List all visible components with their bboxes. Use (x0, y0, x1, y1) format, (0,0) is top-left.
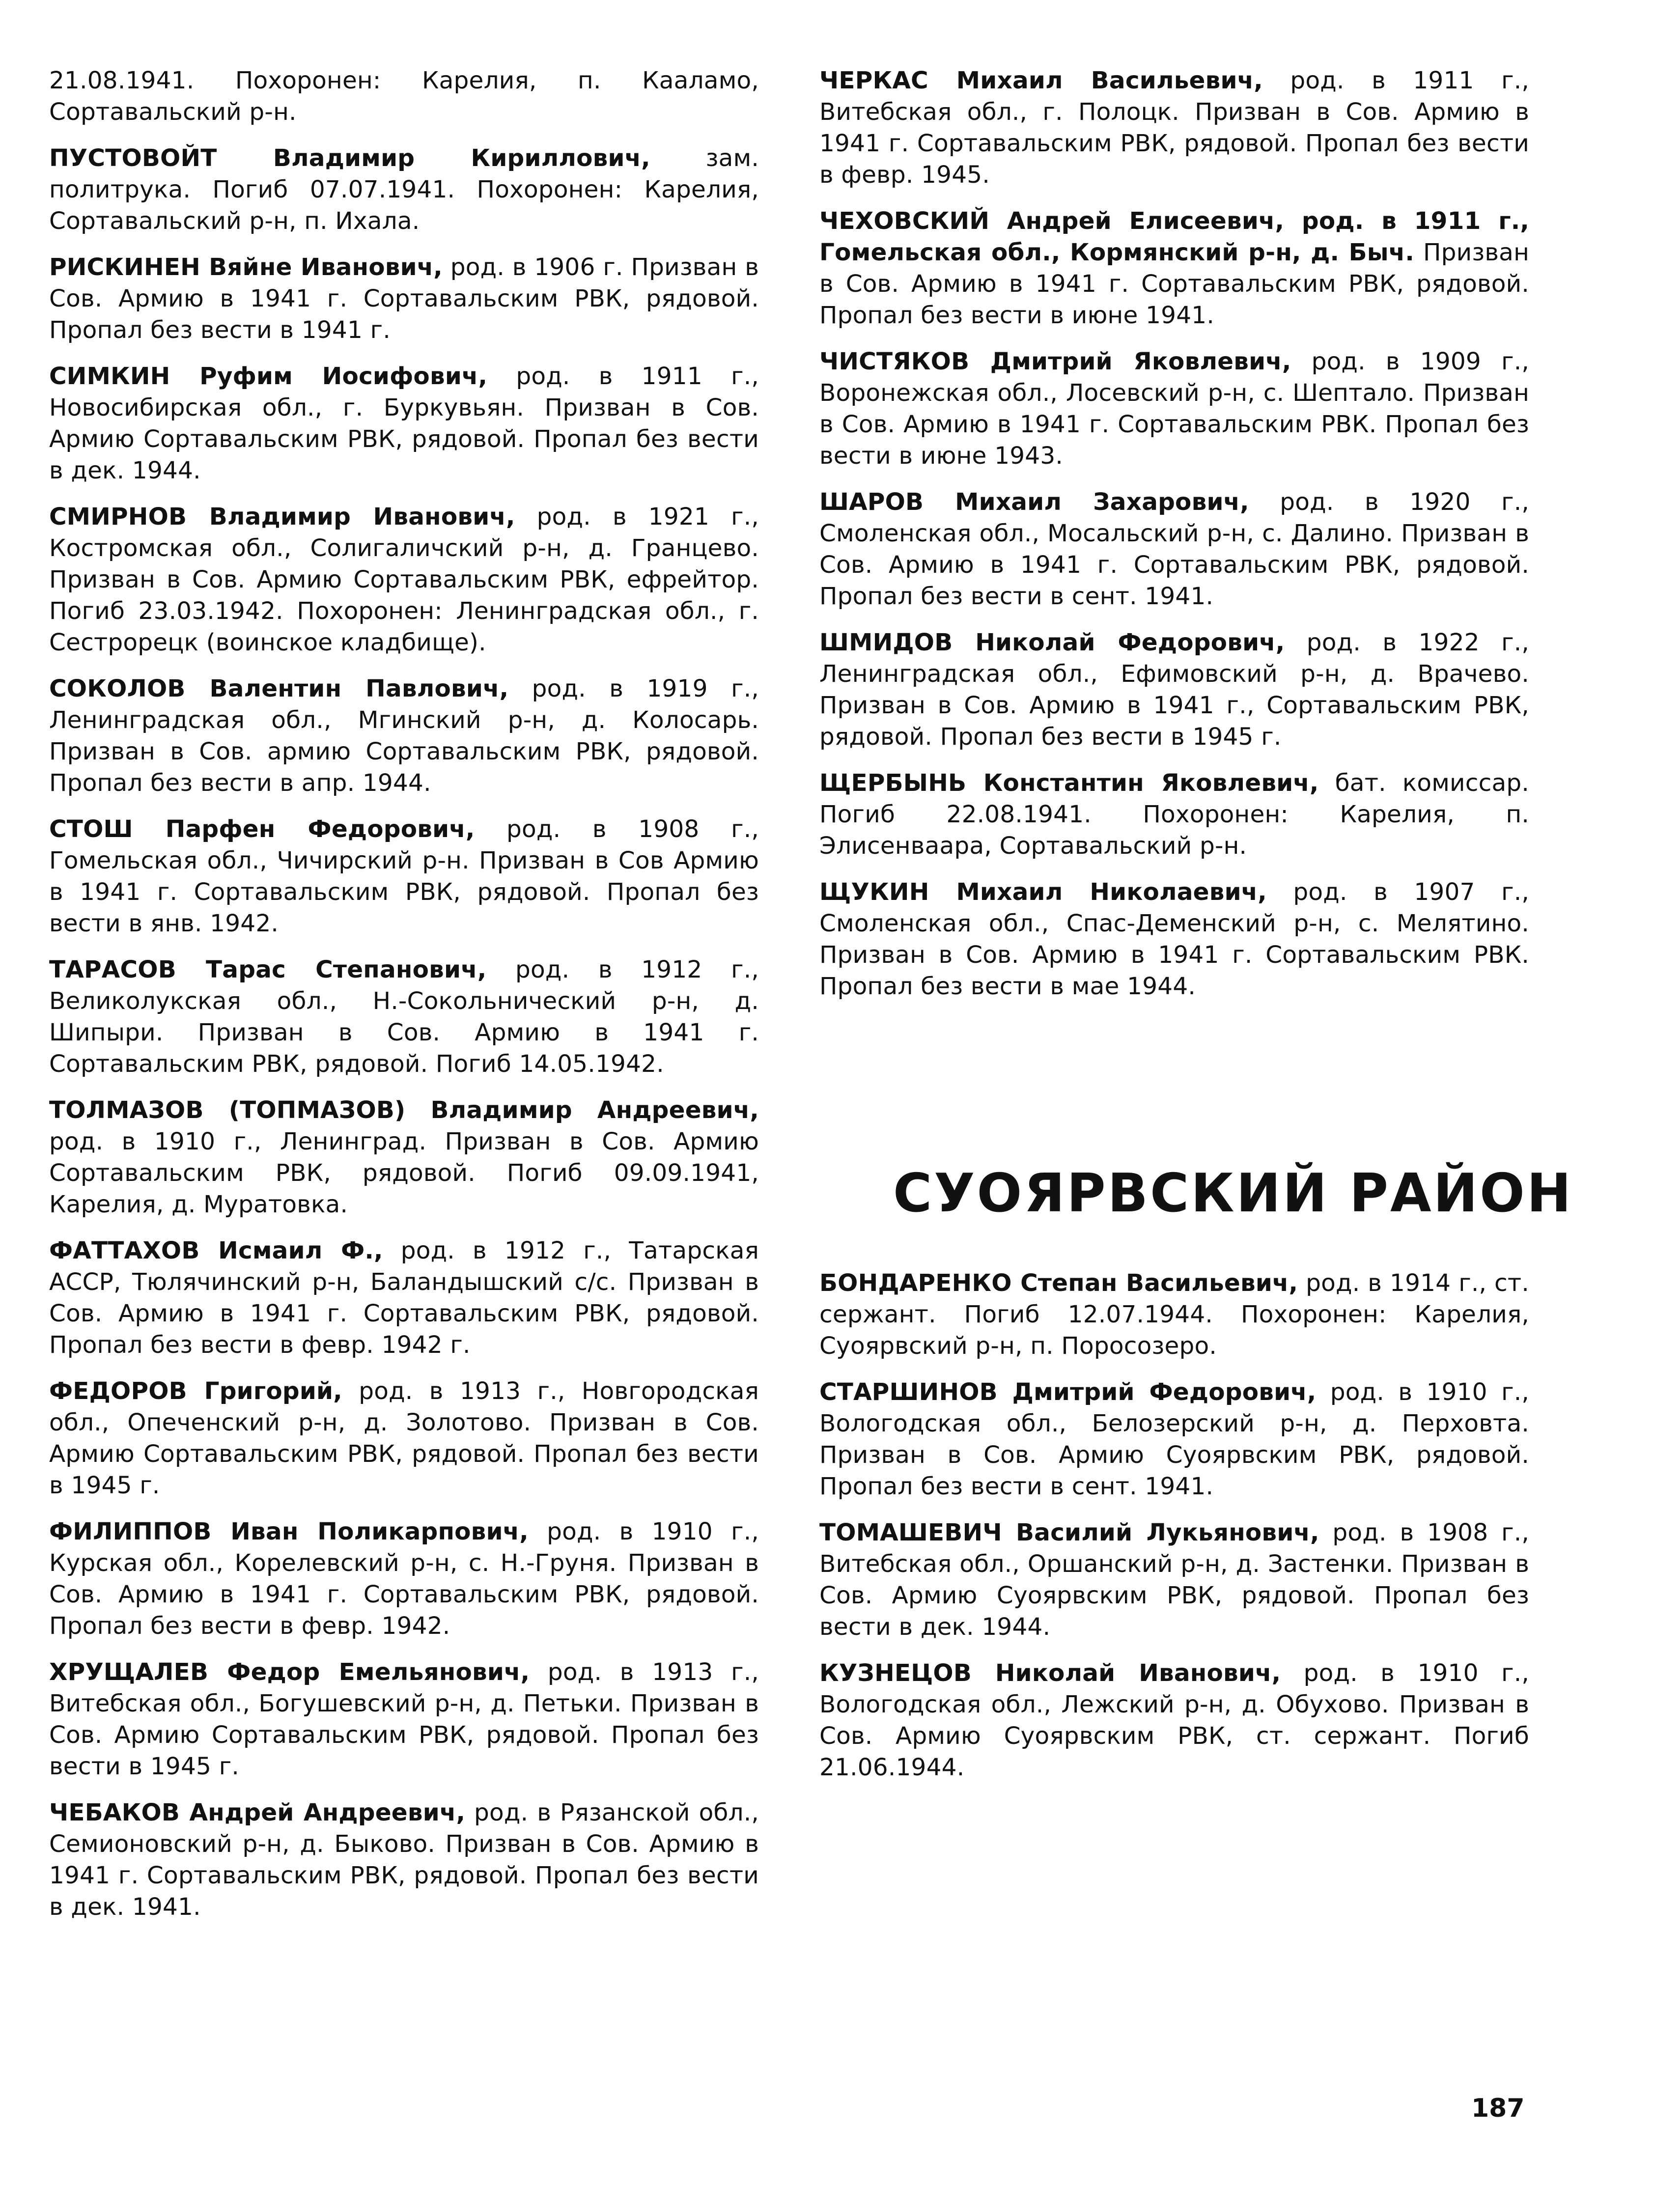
memorial-entry (49, 1516, 759, 1642)
memorial-entry (819, 1657, 1529, 1783)
person-details: род. в 1908 г., Витебская обл., Оршанский р-н, д. Застенки. Призван в Сов. Армию Суоярвским РВК, рядовой. Пропал без вести в дек. 1944. (819, 1519, 1529, 1641)
right-column-entries (819, 65, 1529, 1002)
person-details: род. в 1906 г. Призван в Сов. Армию в 1941 г. Сортавальским РВК, рядовой. Пропал без вести в 1941 г. (49, 253, 759, 344)
person-name: ЩЕРБЫНЬ Константин Яковлевич, (819, 769, 1319, 797)
person-details: род. в 1913 г., Витебская обл., Богушевский р-н, д. Петьки. Призван в Сов. Армию Сортавальским РВК, рядовой. Пропал без вести в 1945 г. (49, 1658, 759, 1780)
memorial-entry (819, 346, 1529, 472)
person-name: КУЗНЕЦОВ Николай Иванович, (819, 1659, 1281, 1687)
person-details: род. в 1911 г., Новосибирская обл., г. Буркувьян. Призван в Сов. Армию Сортавальским РВК, рядовой. Пропал без вести в дек. 1944. (49, 363, 759, 484)
person-details: род. в 1913 г., Новгородская обл., Опеченский р-н, д. Золотово. Призван в Сов. Армию Сортавальским РВК, рядовой. Пропал без вести в 1945 г. (49, 1377, 759, 1499)
person-details: род. в 1910 г., Вологодская обл., Белозерский р-н, д. Перховта. Призван в Сов. Армию Суоярвским РВК, рядовой. Пропал без вести в сент. 1941. (819, 1378, 1529, 1500)
person-details: род. в 1912 г., Татарская АССР, Тюлячинский р-н, Баландышский с/с. Призван в Сов. Армию в 1941 г. Сортавальским РВК, рядовой. Пропал без вести в февр. 1942 г. (49, 1237, 759, 1359)
person-name: ЧИСТЯКОВ Дмитрий Яковлевич, (819, 348, 1291, 375)
person-name: ХРУЩАЛЕВ Федор Емельянович, (49, 1658, 530, 1686)
person-name: ЧЕРКАС Михаил Васильевич, (819, 67, 1263, 94)
memorial-entry (819, 627, 1529, 753)
person-name: СОКОЛОВ Валентин Павлович, (49, 675, 509, 702)
memorial-entry (49, 1375, 759, 1501)
person-details: род. в 1919 г., Ленинградская обл., Мгинский р-н, д. Колосарь. Призван в Сов. армию Сортавальским РВК, рядовой. Пропал без вести в апр. 1944. (49, 675, 759, 797)
person-name: ЧЕХОВСКИЙ Андрей Елисеевич, род. в 1911 г., Гомельская обл., Кормянский р-н, д. Быч. (819, 207, 1529, 266)
person-name: ЩУКИН Михаил Николаевич, (819, 878, 1267, 906)
person-details: род. в 1909 г., Воронежская обл., Лосевский р-н, с. Шептало. Призван в Сов. Армию в 1941 г. Сортавальским РВК. Пропал без вести в июне 1943. (819, 348, 1529, 470)
section-title: СУОЯРВСКИЙ РАЙОН (893, 1163, 1573, 1224)
memorial-entry (49, 673, 759, 799)
person-details: род. в 1911 г., Витебская обл., г. Полоцк. Призван в Сов. Армию в 1941 г. Сортавальским РВК, рядовой. Пропал без вести в февр. 1945. (819, 67, 1529, 189)
person-name: ФЕДОРОВ Григорий, (49, 1377, 342, 1405)
memorial-entry (819, 486, 1529, 612)
person-details: род. в 1922 г., Ленинградская обл., Ефимовский р-н, д. Врачево. Призван в Сов. Армию в 1941 г., Сортавальским РВК, рядовой. Пропал без вести в 1945 г. (819, 629, 1529, 751)
section-entries (819, 1267, 1529, 1783)
person-name: ЧЕБАКОВ Андрей Андреевич, (49, 1799, 466, 1826)
person-details: род. в 1912 г., Великолукская обл., Н.-Сокольнический р-н, д. Шипыри. Призван в Сов. Армию в 1941 г. Сортавальским РВК, рядовой. Погиб 14.05.1942. (49, 956, 759, 1078)
left-column (49, 65, 759, 1937)
right-column (819, 65, 1573, 1798)
memorial-entry (49, 1094, 759, 1220)
person-details: род. в 1910 г., Вологодская обл., Лежский р-н, д. Обухово. Призван в Сов. Армию Суоярвским РВК, ст. сержант. Погиб 21.06.1944. (819, 1659, 1529, 1781)
person-details: Призван в Сов. Армию в 1941 г. Сортавальским РВК, рядовой. Пропал без вести в июне 1941. (819, 239, 1529, 329)
person-details: род. в 1907 г., Смоленская обл., Спас-Деменский р-н, с. Мелятино. Призван в Сов. Армию в 1941 г. Сортавальским РВК. Пропал без вести в мае 1944. (819, 878, 1529, 1000)
person-name: ШАРОВ Михаил Захарович, (819, 488, 1249, 516)
person-name: СТОШ Парфен Федорович, (49, 815, 475, 843)
person-name: ТОМАШЕВИЧ Василий Лукьянович, (819, 1519, 1319, 1546)
person-name: ТАРАСОВ Тарас Степанович, (49, 956, 487, 983)
person-name: ТОЛМАЗОВ (ТОПМАЗОВ) Владимир Андреевич, (49, 1096, 759, 1124)
person-details: род. в 1914 г., ст. сержант. Погиб 12.07.1944. Похоронен: Карелия, Суоярвский р-н, п. Поросозеро. (819, 1269, 1529, 1360)
person-details: 21.08.1941. Похоронен: Карелия, п. Кааламо, Сортавальский р-н. (49, 67, 759, 126)
memorial-entry (819, 876, 1529, 1002)
person-details: род. в 1908 г., Гомельская обл., Чичирский р-н. Призван в Сов Армию в 1941 г. Сортавальским РВК, рядовой. Пропал без вести в янв. 1942. (49, 815, 759, 937)
page-number: 187 (1471, 2094, 1525, 2123)
person-name: РИСКИНЕН Вяйне Иванович, (49, 253, 443, 281)
memorial-entry (819, 205, 1529, 331)
memorial-entry (49, 813, 759, 939)
memorial-entry (49, 1797, 759, 1923)
memorial-entry (819, 1376, 1529, 1502)
memorial-entry (49, 252, 759, 346)
person-details: род. в 1920 г., Смоленская обл., Мосальский р-н, с. Далино. Призван в Сов. Армию в 1941 г. Сортавальским РВК, рядовой. Пропал без вести в сент. 1941. (819, 488, 1529, 610)
memorial-entry (819, 1267, 1529, 1362)
person-details: зам. политрука. Погиб 07.07.1941. Похоронен: Карелия, Сортавальский р-н, п. Ихала. (49, 144, 759, 235)
person-name: ШМИДОВ Николай Федорович, (819, 629, 1285, 656)
person-name: СМИРНОВ Владимир Иванович, (49, 503, 515, 531)
memorial-entry (49, 1656, 759, 1782)
memorial-entry (819, 65, 1529, 191)
person-details: род. в Рязанской обл., Семионовский р-н, д. Быково. Призван в Сов. Армию в 1941 г. Сортавальским РВК, рядовой. Пропал без вести в дек. 1941. (49, 1799, 759, 1921)
person-name: СТАРШИНОВ Дмитрий Федорович, (819, 1378, 1317, 1406)
memorial-entry (49, 501, 759, 658)
memorial-entry (49, 954, 759, 1080)
person-name: СИМКИН Руфим Иосифович, (49, 363, 488, 390)
person-details: бат. комиссар. Погиб 22.08.1941. Похоронен: Карелия, п. Элисенваара, Сортавальский р-н. (819, 769, 1529, 860)
memorial-entry (49, 65, 759, 128)
memorial-entry (819, 1517, 1529, 1643)
person-details: род. в 1921 г., Костромская обл., Солигаличский р-н, д. Гранцево. Призван в Сов. Армию Сортавальским РВК, ефрейтор. Погиб 23.03.1942. Похоронен: Ленинградская обл., г. Сестрорецк (воинское кладбище). (49, 503, 759, 656)
memorial-entry (49, 1235, 759, 1361)
person-details: род. в 1910 г., Ленинград. Призван в Сов. Армию Сортавальским РВК, рядовой. Погиб 09.09.1941, Карелия, д. Муратовка. (49, 1128, 759, 1218)
person-name: ФАТТАХОВ Исмаил Ф., (49, 1237, 383, 1264)
person-name: БОНДАРЕНКО Степан Васильевич, (819, 1269, 1298, 1297)
person-name: ПУСТОВОЙТ Владимир Кириллович, (49, 144, 650, 172)
memorial-entry (819, 767, 1529, 862)
memorial-entry (49, 142, 759, 237)
memorial-entry (49, 361, 759, 486)
person-name: ФИЛИППОВ Иван Поликарпович, (49, 1518, 529, 1545)
person-details: род. в 1910 г., Курская обл., Корелевский р-н, с. Н.-Груня. Призван в Сов. Армию в 1941 г. Сортавальским РВК, рядовой. Пропал без вести в февр. 1942. (49, 1518, 759, 1640)
